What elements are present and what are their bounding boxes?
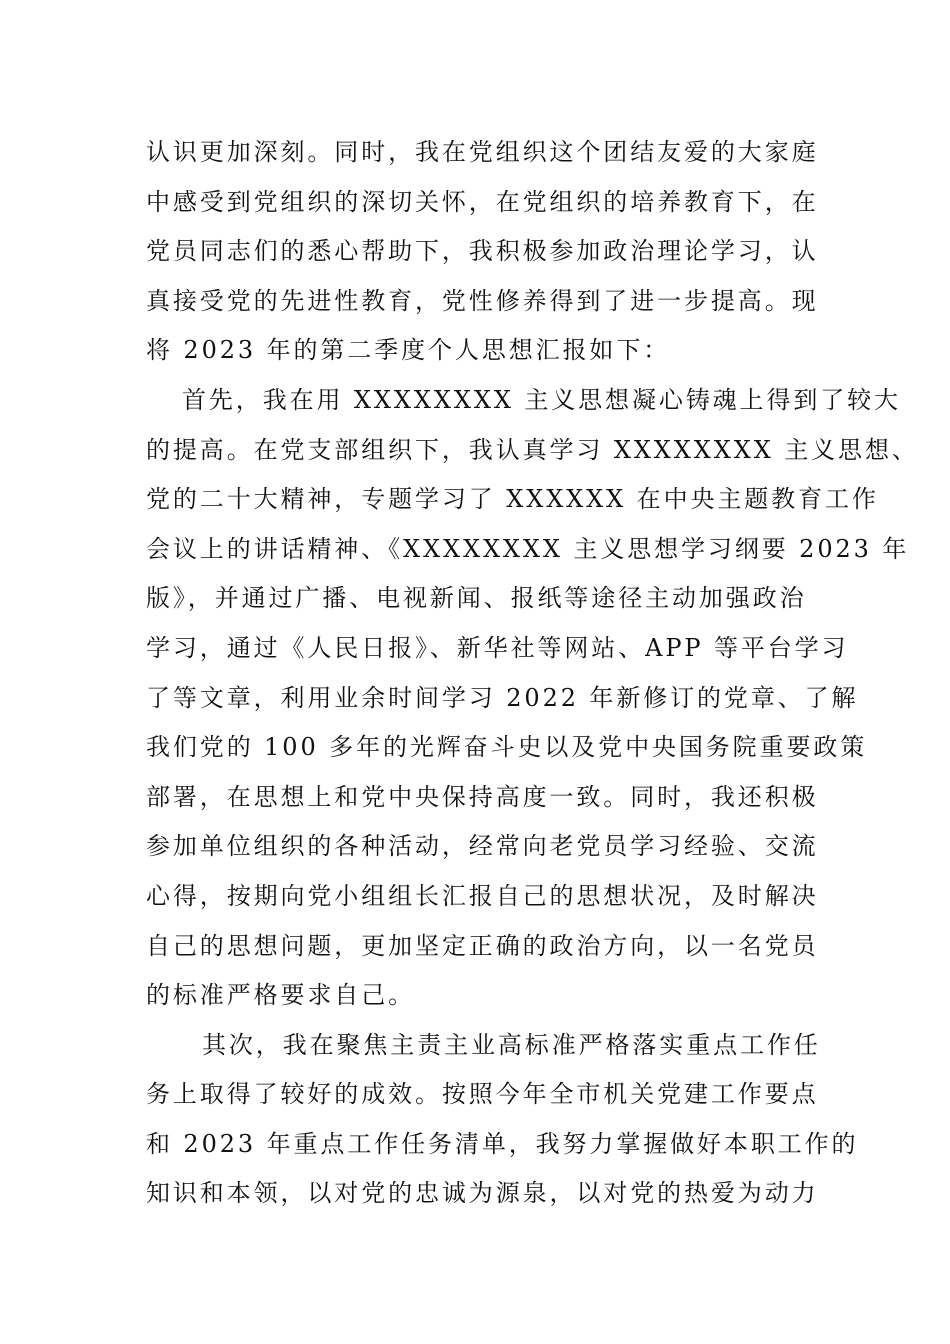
text-line: 我们党的 100 多年的光辉奋斗史以及党中央国务院重要政策	[146, 733, 868, 762]
text-line: 心得，按期向党小组组长汇报自己的思想状况，及时解决	[146, 881, 819, 910]
text-line: 其次，我在聚焦主责主业高标准严格落实重点工作任	[202, 1030, 821, 1059]
paragraph-intro	[146, 128, 819, 376]
text-line: 了等文章，利用业余时间学习 2022 年新修订的党章、了解	[146, 683, 859, 712]
paragraph-first	[146, 376, 919, 1021]
text-line: 参加单位组织的各种活动，经常向老党员学习经验、交流	[146, 832, 819, 861]
text-line: 党员同志们的悉心帮助下，我积极参加政治理论学习，认	[146, 237, 819, 266]
text-line: 学习，通过《人民日报》、新华社等网站、APP 等平台学习	[146, 633, 849, 662]
text-line: 中感受到党组织的深切关怀，在党组织的培养教育下，在	[146, 187, 819, 216]
text-line: 的提高。在党支部组织下，我认真学习 XXXXXXXX 主义思想、	[146, 435, 919, 464]
text-line: 会议上的讲话精神、《XXXXXXXX 主义思想学习纲要 2023 年	[146, 534, 910, 563]
text-line: 和 2023 年重点工作任务清单，我努力掌握做好本职工作的	[146, 1129, 859, 1158]
text-line: 知识和本领，以对党的忠诚为源泉，以对党的热爱为动力	[146, 1179, 819, 1208]
text-line: 将 2023 年的第二季度个人思想汇报如下：	[146, 336, 671, 365]
text-line: 认识更加深刻。同时，我在党组织这个团结友爱的大家庭	[146, 138, 819, 166]
text-line: 真接受党的先进性教育，党性修养得到了进一步提高。现	[146, 286, 819, 315]
text-line: 党的二十大精神，专题学习了 XXXXXX 在中央主题教育工作	[146, 485, 879, 514]
text-line: 的标准严格要求自己。	[146, 981, 415, 1010]
document-body	[146, 128, 919, 1219]
text-line: 自己的思想问题，更加坚定正确的政治方向，以一名党员	[146, 931, 819, 960]
text-line: 务上取得了较好的成效。按照今年全市机关党建工作要点	[146, 1080, 819, 1109]
text-line: 部署，在思想上和党中央保持高度一致。同时，我还积极	[146, 782, 819, 811]
paragraph-second	[146, 1021, 859, 1219]
text-line: 首先，我在用 XXXXXXXX 主义思想凝心铸魂上得到了较大	[182, 385, 901, 414]
text-line: 版》，并通过广播、电视新闻、报纸等途径主动加强政治	[146, 584, 807, 613]
